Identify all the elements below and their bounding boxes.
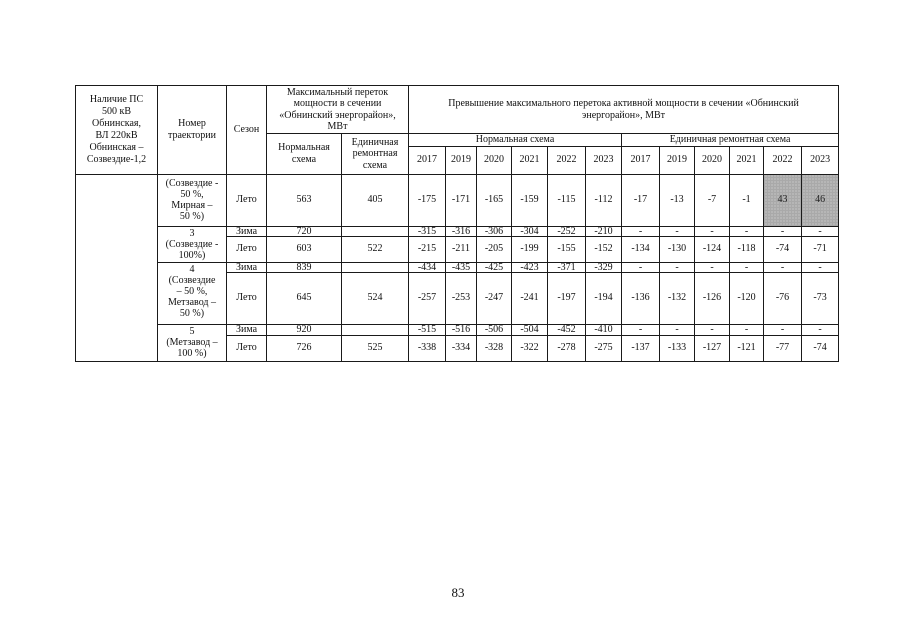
excess-normal-cell: -423 xyxy=(512,262,548,272)
year-header-normal: 2023 xyxy=(586,146,622,174)
excess-repair-cell: -76 xyxy=(764,272,802,324)
scenario-cell xyxy=(76,174,158,361)
header-max-flow: Максимальный переток мощности в сечении «Обнинский энергорайон», МВт xyxy=(267,86,409,134)
excess-repair-cell: -127 xyxy=(695,335,730,361)
header-excess-normal: Нормальная схема xyxy=(409,134,622,147)
max-flow-normal-cell: 645 xyxy=(267,272,342,324)
excess-normal-cell: -197 xyxy=(548,272,586,324)
excess-normal-cell: -165 xyxy=(477,174,512,226)
excess-repair-cell: - xyxy=(764,226,802,236)
excess-normal-cell: -435 xyxy=(446,262,477,272)
excess-repair-cell: - xyxy=(764,262,802,272)
header-scenario: Наличие ПС 500 кВ Обнинская, ВЛ 220кВ Обнинская – Созвездие-1,2 xyxy=(76,86,158,175)
excess-repair-cell: - xyxy=(622,262,660,272)
excess-repair-cell: -130 xyxy=(660,236,695,262)
excess-repair-cell: -74 xyxy=(764,236,802,262)
max-flow-normal-cell: 839 xyxy=(267,262,342,272)
excess-repair-cell: - xyxy=(802,226,839,236)
season-cell: Зима xyxy=(227,226,267,236)
max-flow-repair-cell: 524 xyxy=(342,272,409,324)
header-max-flow-repair: Единичная ремонтная схема xyxy=(342,134,409,175)
max-flow-normal-cell: 563 xyxy=(267,174,342,226)
excess-normal-cell: -253 xyxy=(446,272,477,324)
data-table xyxy=(75,85,839,362)
excess-normal-cell: -247 xyxy=(477,272,512,324)
excess-repair-cell: - xyxy=(622,226,660,236)
excess-normal-cell: -322 xyxy=(512,335,548,361)
excess-repair-cell: - xyxy=(802,324,839,335)
excess-normal-cell: -211 xyxy=(446,236,477,262)
season-cell: Лето xyxy=(227,174,267,226)
trajectory-cell: (Созвездие - 50 %, Мирная – 50 %) xyxy=(158,174,227,226)
table-row xyxy=(76,324,839,335)
table-row xyxy=(76,174,839,226)
excess-repair-cell: -126 xyxy=(695,272,730,324)
max-flow-normal-cell: 726 xyxy=(267,335,342,361)
season-cell: Зима xyxy=(227,262,267,272)
max-flow-normal-cell: 603 xyxy=(267,236,342,262)
excess-repair-cell: - xyxy=(660,324,695,335)
excess-repair-cell: - xyxy=(730,226,764,236)
table-header xyxy=(76,86,839,175)
excess-normal-cell: -241 xyxy=(512,272,548,324)
excess-normal-cell: -334 xyxy=(446,335,477,361)
excess-normal-cell: -175 xyxy=(409,174,446,226)
header-excess-repair: Единичная ремонтная схема xyxy=(622,134,839,147)
max-flow-repair-cell: 522 xyxy=(342,236,409,262)
year-header-normal: 2019 xyxy=(446,146,477,174)
max-flow-repair-cell xyxy=(342,226,409,236)
header-excess: Превышение максимального перетока активной мощности в сечении «Обнинский энергорайон», МВт xyxy=(409,86,839,134)
table-body xyxy=(76,174,839,361)
max-flow-repair-cell: 525 xyxy=(342,335,409,361)
max-flow-normal-cell: 720 xyxy=(267,226,342,236)
excess-normal-cell: -159 xyxy=(512,174,548,226)
excess-repair-cell: -7 xyxy=(695,174,730,226)
excess-repair-cell: -121 xyxy=(730,335,764,361)
excess-normal-cell: -275 xyxy=(586,335,622,361)
excess-repair-cell: -13 xyxy=(660,174,695,226)
year-header-normal: 2017 xyxy=(409,146,446,174)
excess-normal-cell: -515 xyxy=(409,324,446,335)
excess-repair-cell: - xyxy=(730,262,764,272)
excess-normal-cell: -252 xyxy=(548,226,586,236)
excess-normal-cell: -516 xyxy=(446,324,477,335)
excess-normal-cell: -210 xyxy=(586,226,622,236)
excess-normal-cell: -155 xyxy=(548,236,586,262)
excess-normal-cell: -504 xyxy=(512,324,548,335)
excess-normal-cell: -338 xyxy=(409,335,446,361)
max-flow-repair-cell: 405 xyxy=(342,174,409,226)
excess-repair-cell: - xyxy=(695,226,730,236)
excess-repair-cell: -77 xyxy=(764,335,802,361)
year-header-normal: 2020 xyxy=(477,146,512,174)
excess-repair-cell: -136 xyxy=(622,272,660,324)
excess-normal-cell: -257 xyxy=(409,272,446,324)
excess-normal-cell: -328 xyxy=(477,335,512,361)
excess-normal-cell: -329 xyxy=(586,262,622,272)
year-header-normal: 2022 xyxy=(548,146,586,174)
excess-normal-cell: -371 xyxy=(548,262,586,272)
excess-repair-cell: -71 xyxy=(802,236,839,262)
excess-repair-cell: -124 xyxy=(695,236,730,262)
excess-normal-cell: -199 xyxy=(512,236,548,262)
trajectory-cell: 4 (Созвездие – 50 %, Метзавод – 50 %) xyxy=(158,262,227,324)
max-flow-repair-cell xyxy=(342,262,409,272)
season-cell: Лето xyxy=(227,335,267,361)
year-header-repair: 2022 xyxy=(764,146,802,174)
max-flow-repair-cell xyxy=(342,324,409,335)
excess-repair-cell: -73 xyxy=(802,272,839,324)
excess-repair-cell: - xyxy=(695,262,730,272)
header-max-flow-normal: Нормальная схема xyxy=(267,134,342,175)
trajectory-cell: 3 (Созвездие - 100%) xyxy=(158,226,227,262)
max-flow-normal-cell: 920 xyxy=(267,324,342,335)
excess-normal-cell: -112 xyxy=(586,174,622,226)
year-header-repair: 2019 xyxy=(660,146,695,174)
excess-normal-cell: -205 xyxy=(477,236,512,262)
excess-repair-cell: 46 xyxy=(802,174,839,226)
excess-repair-cell: -74 xyxy=(802,335,839,361)
header-row xyxy=(76,86,839,134)
excess-normal-cell: -171 xyxy=(446,174,477,226)
excess-repair-cell: - xyxy=(622,324,660,335)
excess-repair-cell: - xyxy=(660,262,695,272)
excess-repair-cell: -118 xyxy=(730,236,764,262)
excess-repair-cell: - xyxy=(730,324,764,335)
excess-normal-cell: -425 xyxy=(477,262,512,272)
table-row xyxy=(76,262,839,272)
header-trajectory: Номер траектории xyxy=(158,86,227,175)
excess-normal-cell: -194 xyxy=(586,272,622,324)
header-season: Сезон xyxy=(227,86,267,175)
excess-repair-cell: - xyxy=(764,324,802,335)
page-number: 83 xyxy=(451,585,465,600)
excess-normal-cell: -278 xyxy=(548,335,586,361)
season-cell: Лето xyxy=(227,236,267,262)
table-row xyxy=(76,226,839,236)
excess-repair-cell: -134 xyxy=(622,236,660,262)
season-cell: Лето xyxy=(227,272,267,324)
excess-normal-cell: -306 xyxy=(477,226,512,236)
excess-normal-cell: -452 xyxy=(548,324,586,335)
excess-repair-cell: -133 xyxy=(660,335,695,361)
excess-repair-cell: -120 xyxy=(730,272,764,324)
excess-repair-cell: -137 xyxy=(622,335,660,361)
year-header-repair: 2017 xyxy=(622,146,660,174)
year-header-repair: 2020 xyxy=(695,146,730,174)
excess-normal-cell: -506 xyxy=(477,324,512,335)
excess-normal-cell: -315 xyxy=(409,226,446,236)
excess-repair-cell: -1 xyxy=(730,174,764,226)
year-header-repair: 2021 xyxy=(730,146,764,174)
year-header-normal: 2021 xyxy=(512,146,548,174)
excess-normal-cell: -304 xyxy=(512,226,548,236)
excess-repair-cell: 43 xyxy=(764,174,802,226)
excess-repair-cell: -17 xyxy=(622,174,660,226)
trajectory-cell: 5 (Метзавод – 100 %) xyxy=(158,324,227,361)
excess-repair-cell: - xyxy=(660,226,695,236)
excess-normal-cell: -152 xyxy=(586,236,622,262)
excess-normal-cell: -115 xyxy=(548,174,586,226)
excess-repair-cell: - xyxy=(802,262,839,272)
excess-normal-cell: -215 xyxy=(409,236,446,262)
excess-normal-cell: -410 xyxy=(586,324,622,335)
excess-normal-cell: -434 xyxy=(409,262,446,272)
excess-repair-cell: -132 xyxy=(660,272,695,324)
excess-normal-cell: -316 xyxy=(446,226,477,236)
excess-repair-cell: - xyxy=(695,324,730,335)
season-cell: Зима xyxy=(227,324,267,335)
year-header-repair: 2023 xyxy=(802,146,839,174)
